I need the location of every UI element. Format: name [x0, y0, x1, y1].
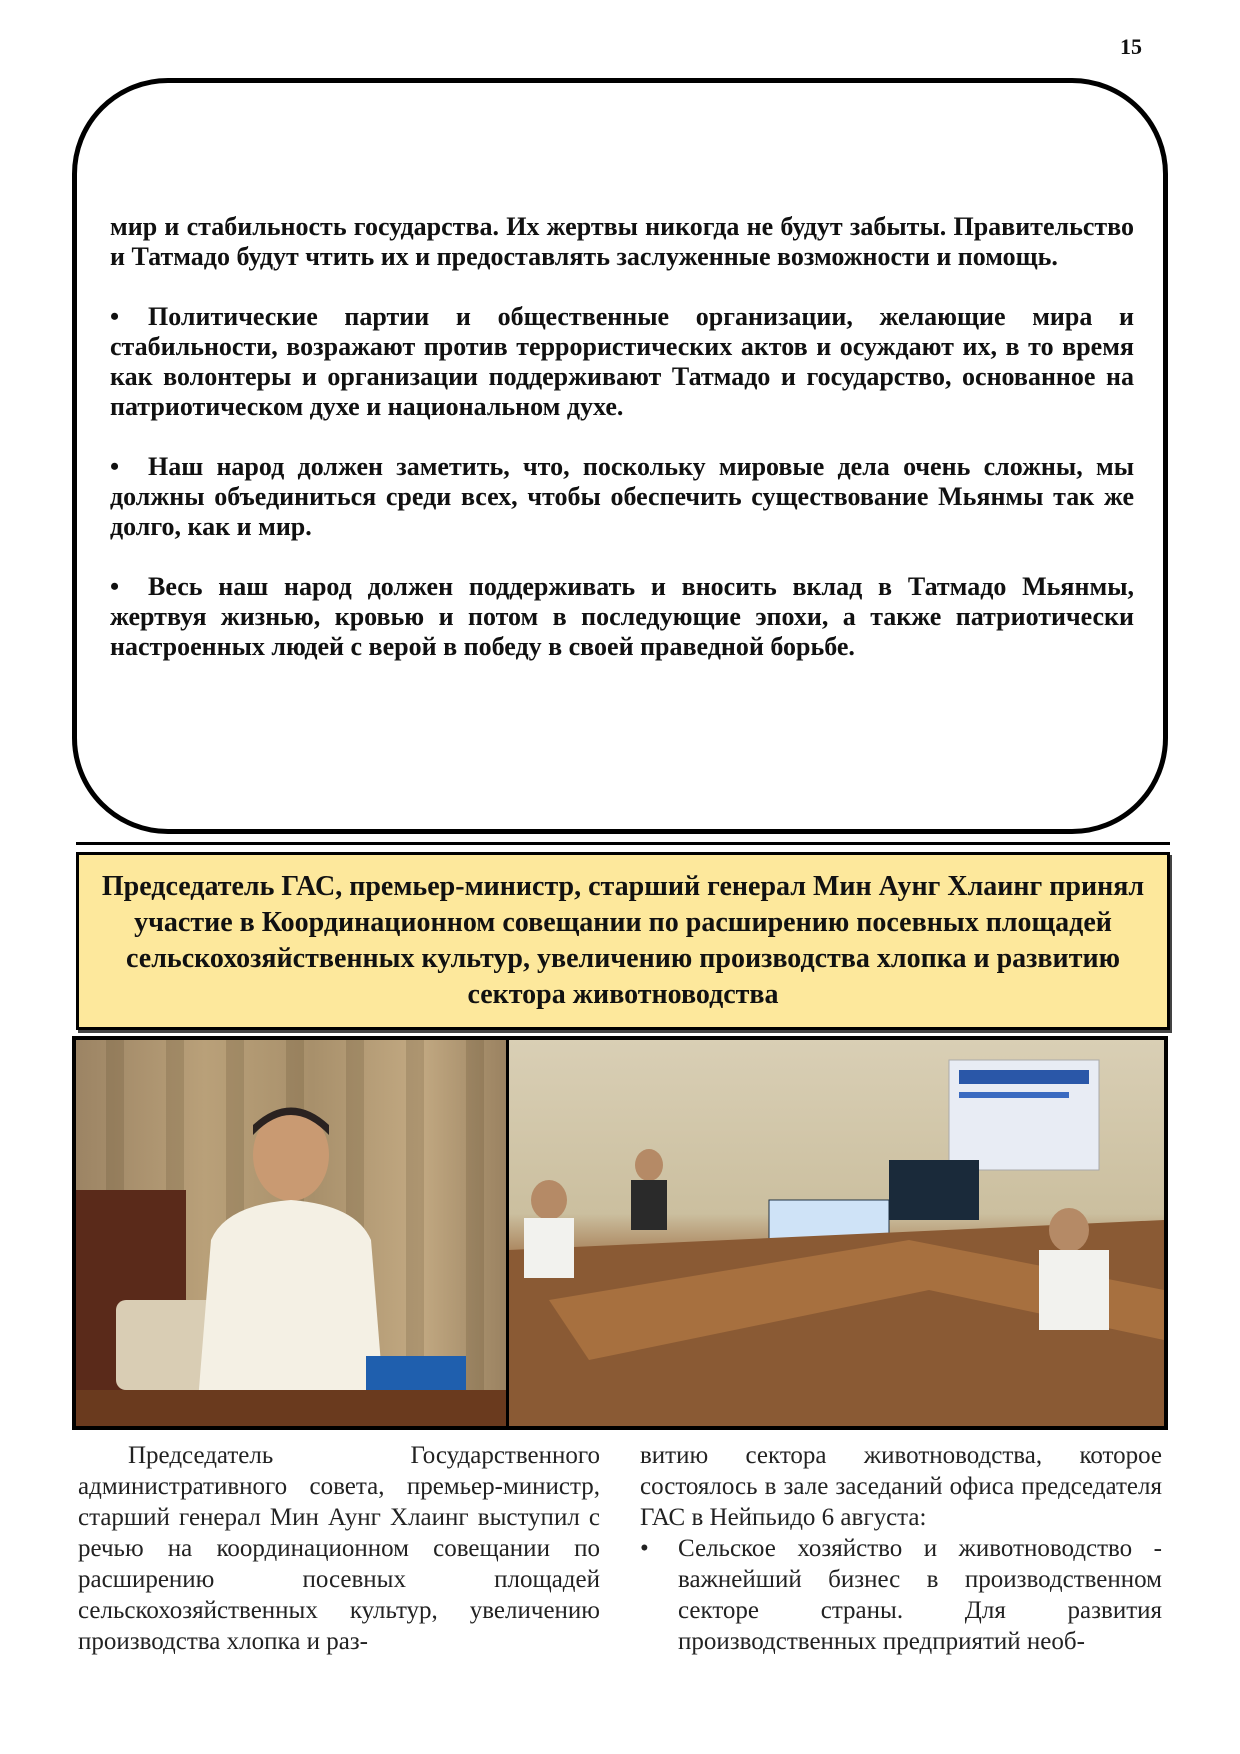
bullet-dot-icon: •: [110, 452, 120, 481]
article-right-bullet: [640, 1533, 1162, 1657]
photo-strip: [72, 1036, 1168, 1430]
bullet-dot-icon: •: [110, 302, 120, 331]
bullet-dot-icon: •: [640, 1535, 649, 1562]
quote-box-text: [110, 212, 1134, 662]
article-body: [78, 1440, 1162, 1657]
meeting-room-icon: [509, 1040, 1164, 1426]
quote-bullet-1-text: Политические партии и общественные организации, желающие мира и стабильности, возражают против террористических актов и осуждают их, в то время как волонтеры и организации поддерживают Татмадо и государство, основанное на патриотическом духе и национальном духе.: [110, 302, 1134, 421]
article-column-left: [78, 1440, 600, 1657]
headline-box: [76, 852, 1170, 1030]
quote-bullet-2: [110, 452, 1134, 542]
speaker-figure-icon: [76, 1040, 506, 1426]
page-number: 15: [1120, 34, 1142, 59]
quote-intro-paragraph: мир и стабильность государства. Их жертвы никогда не будут забыты. Правительство и Татмадо будут чтить их и предоставлять заслуженные возможности и помощь.: [110, 212, 1134, 271]
article-right-bullet-text: Сельское хозяйство и животноводство - важнейший бизнес в производственном секторе страны. Для развития производственных предприятий необ-: [678, 1535, 1162, 1655]
quote-bullet-1: [110, 302, 1134, 422]
photo-meeting: [509, 1040, 1164, 1426]
article-column-right: [640, 1440, 1162, 1657]
article-left-paragraph: Председатель Государственного административного совета, премьер-министр, старший генерал Мин Аунг Хлаинг выступил с речью на координационном совещании по расширению посевных площадей сельскохозяйственных культур, увеличению производства хлопка и раз-: [78, 1442, 600, 1655]
quote-bullet-3-text: Весь наш народ должен поддерживать и вносить вклад в Татмадо Мьянмы, жертвуя жизнью, кровью и потом в последующие эпохи, а также патриотически настроенных людей с верой в победу в своей праведной борьбе.: [110, 572, 1134, 661]
photo-speaker: [76, 1040, 506, 1426]
bullet-dot-icon: •: [110, 572, 120, 601]
section-divider: [76, 842, 1170, 845]
quote-bullet-2-text: Наш народ должен заметить, что, поскольку мировые дела очень сложны, мы должны объединиться среди всех, чтобы обеспечить существование Мьянмы так же долго, как и мир.: [110, 452, 1134, 541]
article-headline: Председатель ГАС, премьер-министр, старший генерал Мин Аунг Хлаинг принял участие в Координационном совещании по расширению посевных площадей сельскохозяйственных культур, увеличению производства хлопка и развитию сектора животноводства: [101, 871, 1145, 1010]
quote-bullet-3: [110, 572, 1134, 662]
article-right-intro: витию сектора животноводства, которое состоялось в зале заседаний офиса председателя ГАС в Нейпьидо 6 августа:: [640, 1442, 1162, 1531]
